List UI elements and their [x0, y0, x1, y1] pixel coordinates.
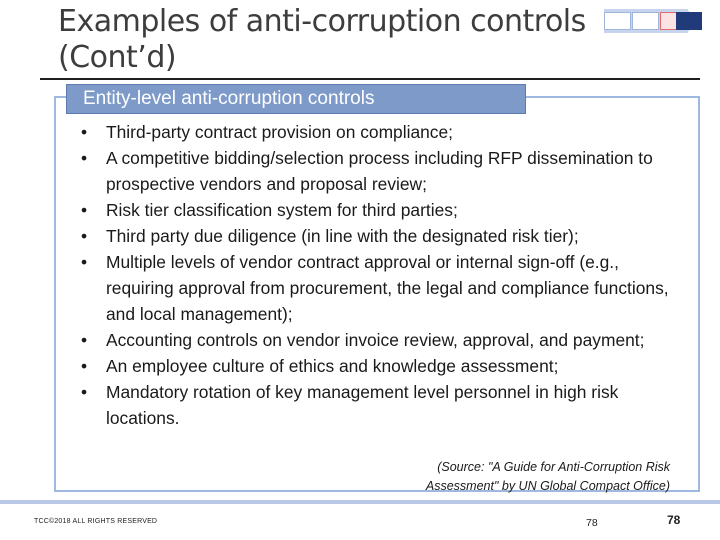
source-citation: [380, 458, 670, 496]
process-step-1: [604, 12, 631, 30]
list-item-text: An employee culture of ethics and knowledge assessment;: [106, 356, 559, 376]
copyright-notice: TCC©2018 ALL RIGHTS RESERVED: [34, 518, 158, 525]
process-step-4: [676, 12, 702, 30]
section-heading: Entity-level anti-corruption controls: [66, 84, 526, 114]
list-item-text: Third-party contract provision on compliance;: [106, 122, 453, 142]
bullet-marker: •: [81, 226, 88, 246]
list-item: [80, 145, 680, 197]
slide-title: [58, 4, 598, 76]
list-item: [80, 197, 680, 223]
page-number-right: 78: [667, 513, 681, 527]
title-divider: [40, 78, 700, 80]
footer-divider: [0, 500, 720, 504]
list-item-text: Third party due diligence (in line with the designated risk tier);: [106, 226, 579, 246]
list-item: [80, 119, 680, 145]
list-item: [80, 327, 680, 353]
source-line2: Assessment" by UN Global Compact Office): [425, 479, 670, 493]
slide-title-line2: (Cont’d): [58, 40, 177, 75]
list-item: [80, 379, 680, 431]
bullet-marker: •: [81, 382, 88, 402]
page-number-center: 78: [586, 517, 598, 529]
bullet-marker: •: [81, 356, 88, 376]
list-item-text: Risk tier classification system for third parties;: [106, 200, 458, 220]
bullet-marker: •: [81, 148, 88, 168]
list-item: [80, 353, 680, 379]
list-item-text: Multiple levels of vendor contract approval or internal sign-off (e.g., requiring approval from procurement, the legal and compliance functions, and local management);: [106, 252, 669, 324]
slide-title-line1: Examples of anti-corruption controls: [58, 4, 586, 39]
process-step-2: [632, 12, 659, 30]
bullet-marker: •: [81, 330, 88, 350]
bullet-marker: •: [81, 200, 88, 220]
bullet-marker: •: [81, 122, 88, 142]
list-item: [80, 223, 680, 249]
process-arrow-graphic: [604, 9, 704, 33]
source-line1: (Source: "A Guide for Anti-Corruption Risk: [437, 460, 670, 474]
list-item-text: A competitive bidding/selection process including RFP dissemination to prospective vendors and proposal review;: [106, 148, 653, 194]
list-item-text: Accounting controls on vendor invoice review, approval, and payment;: [106, 330, 645, 350]
bullet-marker: •: [81, 252, 88, 272]
list-item: [80, 249, 680, 327]
list-item-text: Mandatory rotation of key management level personnel in high risk locations.: [106, 382, 619, 428]
bullet-list: [80, 119, 680, 431]
